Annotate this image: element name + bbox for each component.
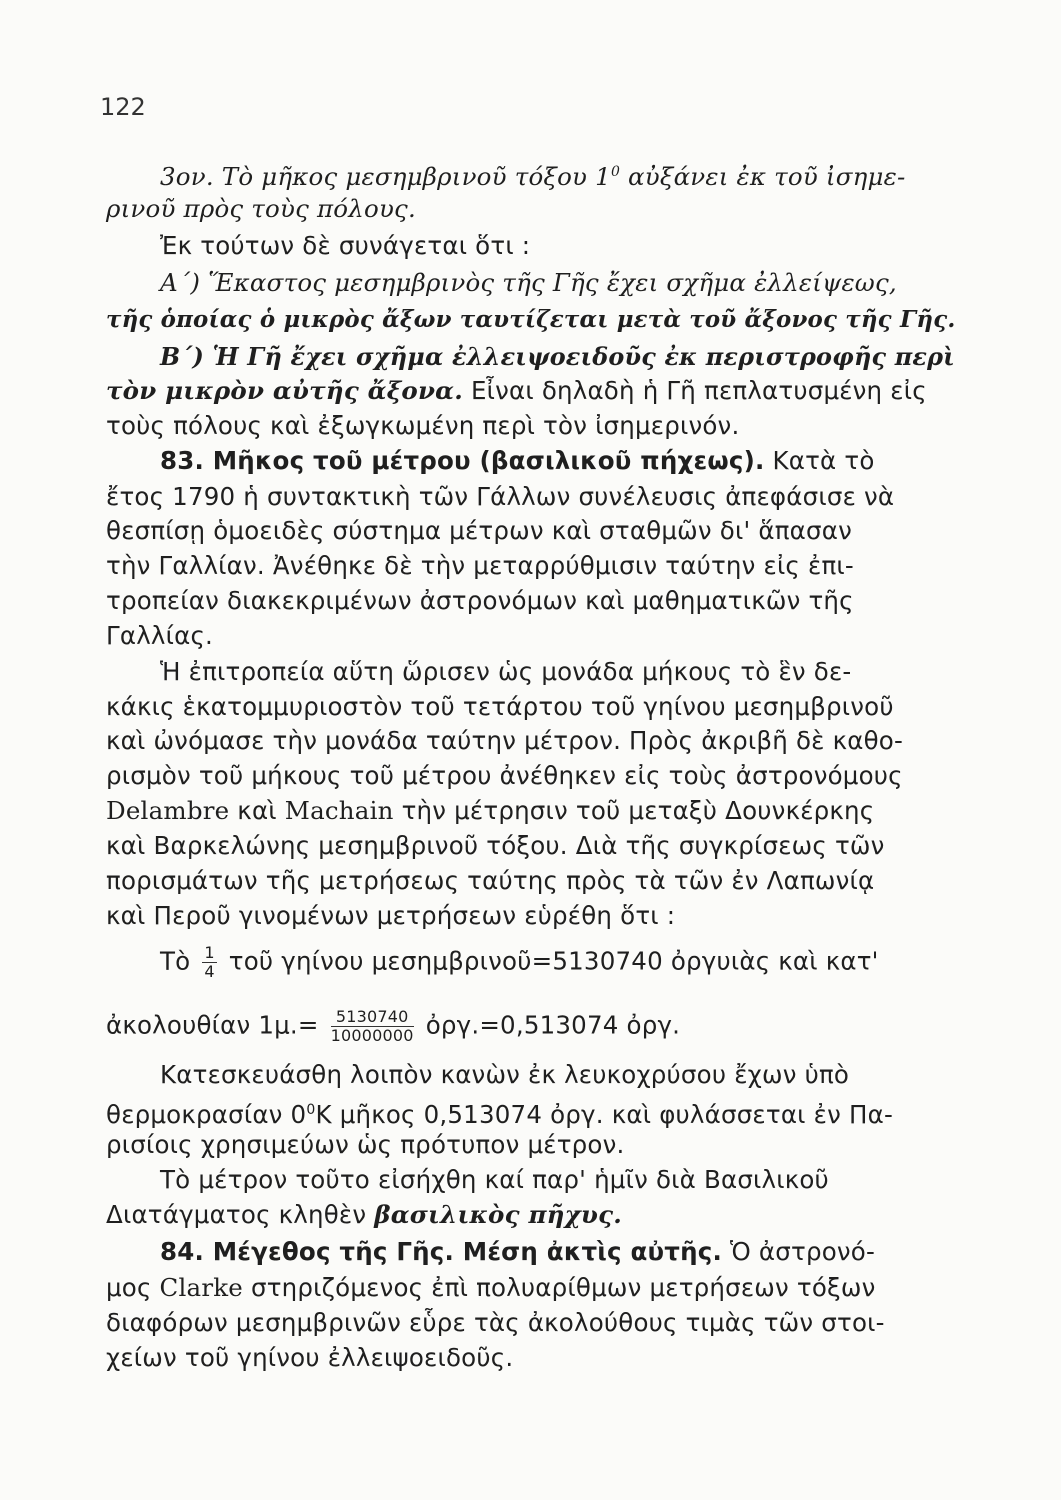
fraction-meter (331, 1008, 414, 1045)
text-span: ἀκολουθίαν 1μ.= (106, 1010, 319, 1040)
text-line: ἔτος 1790 ἡ συντακτικὴ τῶν Γάλλων συνέλευσις ἀπεφάσισε νὰ (106, 482, 895, 511)
degree-superscript: 0 (306, 1102, 316, 1118)
text-span: θερμοκρασίαν 0 (106, 1100, 307, 1130)
text-line (106, 1093, 893, 1132)
text-span: Κ μῆκος 0,513074 ὀργ. καὶ φυλάσσεται ἐν Πα- (315, 1100, 893, 1130)
fraction-one-quarter (202, 944, 216, 981)
section-title: 84. Μέγεθος τῆς Γῆς. Μέση ἀκτὶς αὐτῆς. (160, 1237, 722, 1266)
text-line: πορισμάτων τῆς μετρήσεως ταύτης πρὸς τὰ τῶν ἐν Λαπωνίᾳ (106, 866, 875, 895)
text-span: ὀργ.=0,513074 ὀργ. (425, 1010, 681, 1040)
text-line: κάκις ἑκατομμυριοστὸν τοῦ τετάρτου τοῦ γηίνου μεσημβρινοῦ (106, 692, 894, 721)
text-line (106, 1198, 622, 1232)
text-span: αὐξάνει ἐκ τοῦ ἰσημε- (620, 162, 906, 192)
name-clarke: Clarke (159, 1273, 243, 1302)
text-span: τὸν μικρὸν αὐτῆς ἄξονα. (106, 376, 463, 405)
text-span: τοῦ γηίνου μεσημβρινοῦ=5130740 ὀργυιὰς καὶ κατ' (228, 946, 879, 976)
fraction-numerator: 5130740 (331, 1008, 414, 1027)
text-line: ρισίοις χρησιμεύων ὡς πρότυπον μέτρον. (106, 1130, 625, 1159)
text-span: Εἶναι δηλαδὴ ἡ Γῆ πεπλατυσμένη εἰς (462, 376, 927, 405)
text-span: Διατάγματος κληθὲν (106, 1200, 375, 1229)
text-line: καὶ Περοῦ γινομένων μετρήσεων εὑρέθη ὅτι : (106, 901, 676, 930)
name-delambre: Delambre (106, 796, 230, 825)
fraction-denominator: 4 (204, 962, 215, 981)
text-span: Τὸ (160, 946, 191, 976)
text-line: ρισμὸν τοῦ μήκους τοῦ μέτρου ἀνέθηκεν εἰς τοὺς ἀστρονόμους (106, 761, 903, 790)
fraction-denominator: 10000000 (330, 1026, 414, 1045)
page-number: 122 (100, 93, 146, 121)
text-line: Τὸ μέτρον τοῦτο εἰσήχθη καί παρ' ἡμῖν διὰ Βασιλικοῦ (160, 1165, 829, 1194)
section-title: 83. Μῆκος τοῦ μέτρου (βασιλικοῦ πήχεως). (160, 446, 765, 475)
text-line: Γαλλίας. (106, 621, 214, 650)
formula-line (160, 944, 879, 981)
text-span: τὴν μέτρησιν τοῦ μεταξὺ Δουνκέρκης (393, 796, 875, 825)
text-span: Κατὰ τὸ (764, 446, 875, 475)
text-line: διαφόρων μεσημβρινῶν εὗρε τὰς ἀκολούθους τιμὰς τῶν στοι- (106, 1308, 885, 1337)
text-line (106, 374, 927, 408)
text-line (160, 155, 906, 194)
text-span: 3ον. Τὸ μῆκος μεσημβρινοῦ τόξου 1 (160, 162, 611, 192)
text-line: Κατεσκευάσθη λοιπὸν κανὼν ἐκ λευκοχρύσου ἔχων ὑπὸ (160, 1060, 850, 1089)
text-line (106, 794, 874, 828)
degree-superscript: 0 (610, 164, 621, 180)
name-machain: Machain (284, 796, 394, 825)
text-line (106, 1271, 876, 1305)
text-line: Ἡ ἐπιτροπεία αὕτη ὥρισεν ὡς μονάδα μήκους τὸ ἓν δε- (160, 657, 852, 686)
text-line: ρινοῦ πρὸς τοὺς πόλους. (106, 194, 416, 223)
text-line: χείων τοῦ γηίνου ἐλλειψοειδοῦς. (106, 1343, 514, 1372)
text-span: μος (106, 1273, 160, 1302)
text-span: καὶ (229, 796, 285, 825)
term-basilikos-pichys: βασιλικὸς πῆχυς. (374, 1200, 622, 1229)
formula-line (106, 1008, 680, 1045)
text-line: τροπείαν διακεκριμένων ἀστρονόμων καὶ μαθηματικῶν τῆς (106, 586, 854, 615)
text-line: καὶ ὠνόμασε τὴν μονάδα ταύτην μέτρον. Πρὸς ἀκριβῆ δὲ καθο- (106, 726, 903, 755)
text-line: καὶ Βαρκελώνης μεσημβρινοῦ τόξου. Διὰ τῆς συγκρίσεως τῶν (106, 831, 885, 860)
text-span: Ὁ ἀστρονό- (721, 1237, 876, 1266)
text-line: Β΄) Ἡ Γῆ ἔχει σχῆμα ἐλλειψοειδοῦς ἐκ περιστροφῆς περὶ (160, 343, 955, 371)
text-line: τὴν Γαλλίαν. Ἀνέθηκε δὲ τὴν μεταρρύθμισιν ταύτην εἰς ἐπι- (106, 551, 854, 580)
text-line: τῆς ὁποίας ὁ μικρὸς ἄξων ταυτίζεται μετὰ τοῦ ἄξονος τῆς Γῆς. (106, 307, 956, 333)
section-heading-83 (160, 444, 875, 478)
text-line: τοὺς πόλους καὶ ἐξωγκωμένη περὶ τὸν ἰσημερινόν. (106, 411, 740, 440)
fraction-numerator: 1 (204, 943, 215, 962)
section-heading-84 (160, 1235, 875, 1269)
text-line: Α΄) Ἕκαστος μεσημβρινὸς τῆς Γῆς ἔχει σχῆμα ἐλλείψεως, (160, 268, 897, 297)
text-span: στηριζόμενος ἐπὶ πολυαρίθμων μετρήσεων τόξων (243, 1273, 876, 1302)
text-line: θεσπίσῃ ὁμοειδὲς σύστημα μέτρων καὶ σταθμῶν δι' ἅπασαν (106, 516, 852, 545)
text-line: Ἐκ τούτων δὲ συνάγεται ὅτι : (160, 231, 531, 260)
